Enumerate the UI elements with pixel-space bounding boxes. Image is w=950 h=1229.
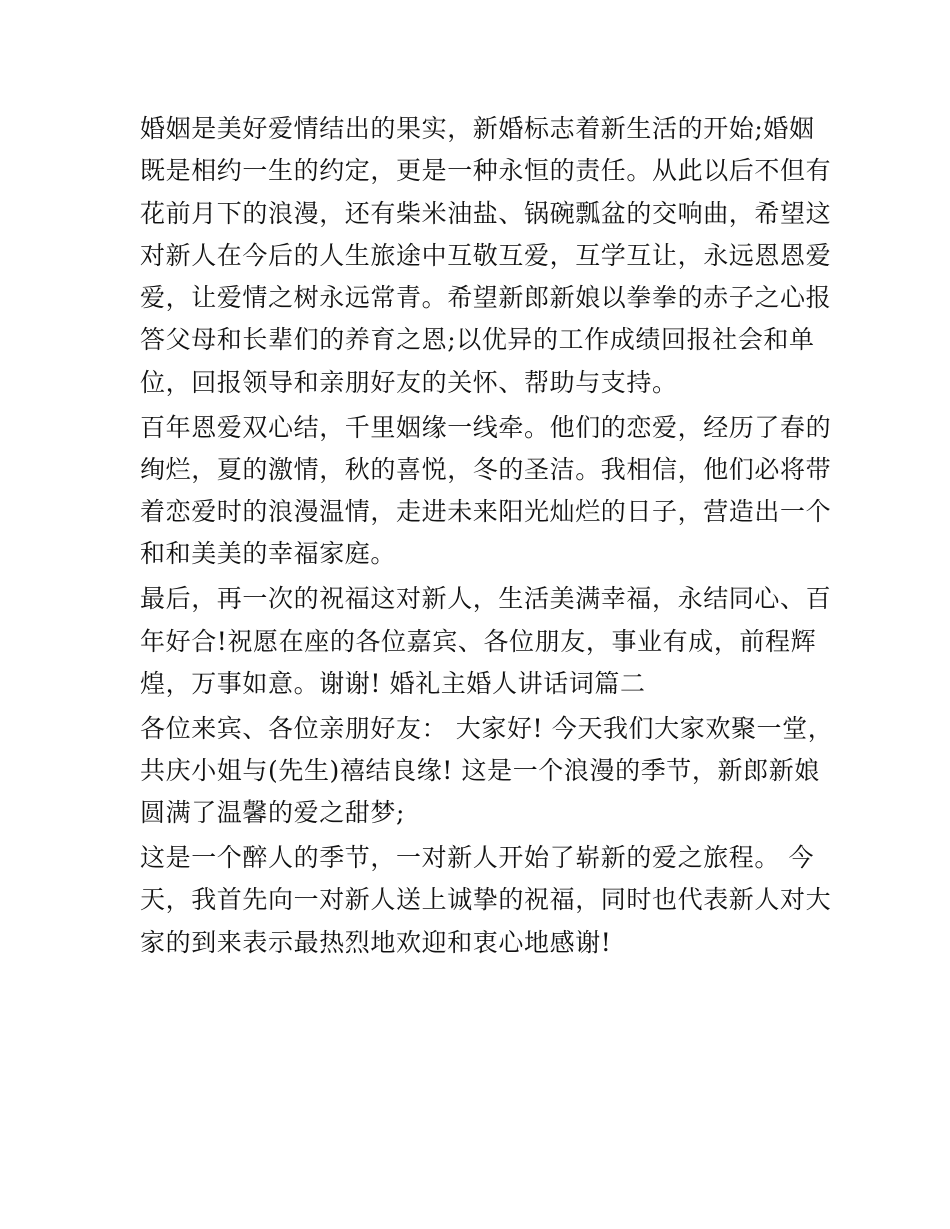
text-line: 对新人在今后的人生旅途中互敬互爱，互学互让，永远恩恩爱 [140, 240, 832, 270]
paragraph-4 [140, 708, 834, 835]
text-line: 圆满了温馨的爱之甜梦; [140, 798, 406, 828]
text-line: 花前月下的浪漫，还有柴米油盐、锅碗瓢盆的交响曲，希望这 [140, 198, 832, 228]
paragraph-3 [140, 578, 832, 705]
paragraph-2 [140, 407, 832, 576]
text-line: 煌，万事如意。谢谢! 婚礼主婚人讲话词篇二 [140, 668, 646, 698]
text-line: 既是相约一生的约定，更是一种永恒的责任。从此以后不但有 [140, 156, 832, 186]
text-line: 天，我首先向一对新人送上诚挚的祝福，同时也代表新人对大 [140, 885, 832, 915]
text-line: 位，回报领导和亲朋好友的关怀、帮助与支持。 [140, 367, 678, 397]
text-line: 和和美美的幸福家庭。 [140, 539, 397, 569]
text-line: 答父母和长辈们的养育之恩;以优异的工作成绩回报社会和单 [140, 325, 815, 355]
paragraph-1 [140, 108, 832, 404]
text-line: 这是一个醉人的季节，一对新人开始了崭新的爱之旅程。 今 [140, 843, 815, 873]
text-line: 家的到来表示最热烈地欢迎和衷心地感谢! [140, 927, 612, 957]
text-line: 婚姻是美好爱情结出的果实，新婚标志着新生活的开始;婚姻 [140, 114, 815, 143]
text-line: 百年恩爱双心结，千里姻缘一线牵。他们的恋爱，经历了春的 [140, 412, 832, 442]
paragraph-5 [140, 837, 832, 964]
text-line: 共庆小姐与(先生)禧结良缘! 这是一个浪漫的季节，新郎新娘 [140, 755, 820, 785]
text-line: 各位来宾、各位亲朋好友： 大家好! 今天我们大家欢聚一堂， [140, 713, 834, 743]
text-line: 年好合!祝愿在座的各位嘉宾、各位朋友，事业有成，前程辉 [140, 626, 817, 656]
text-line: 爱，让爱情之树永远常青。希望新郎新娘以拳拳的赤子之心报 [140, 283, 832, 313]
text-line: 着恋爱时的浪漫温情，走进未来阳光灿烂的日子，营造出一个 [140, 497, 832, 527]
document-body [140, 108, 834, 964]
text-line: 绚烂，夏的激情，秋的喜悦，冬的圣洁。我相信，他们必将带 [140, 454, 832, 484]
text-line: 最后，再一次的祝福这对新人，生活美满幸福，永结同心、百 [140, 584, 832, 614]
